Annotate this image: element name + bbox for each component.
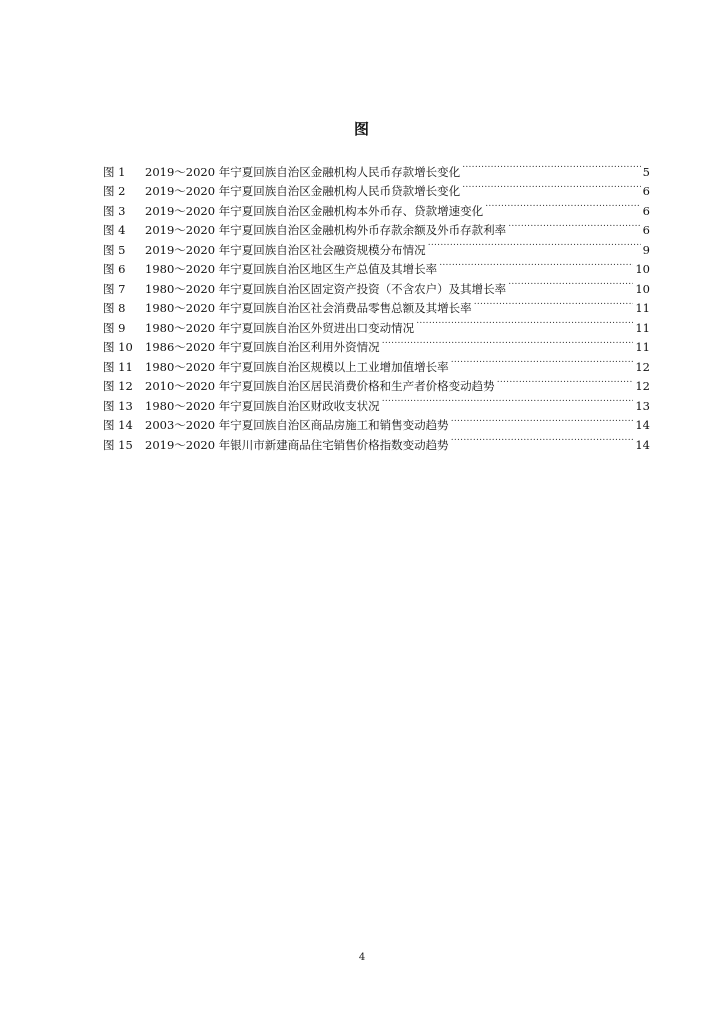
figure-title: 1980～2020 年宁夏回族自治区地区生产总值及其增长率 xyxy=(145,262,438,276)
dot-leader xyxy=(382,390,634,410)
figure-title: 2019～2020 年宁夏回族自治区金融机构人民币贷款增长变化 xyxy=(145,184,461,198)
dot-leader xyxy=(508,215,640,235)
figure-page-number: 6 xyxy=(642,223,650,237)
figure-label: 图 10 xyxy=(103,340,133,354)
dot-leader xyxy=(462,176,640,196)
figure-title: 2019～2020 年银川市新建商品住宅销售价格指数变动趋势 xyxy=(145,437,449,452)
figure-page-number: 12 xyxy=(635,379,650,393)
figure-label: 图 13 xyxy=(103,398,133,413)
figure-page-number: 9 xyxy=(642,242,650,257)
dot-leader xyxy=(497,371,634,391)
figure-title: 1986～2020 年宁夏回族自治区利用外资情况 xyxy=(145,340,380,354)
figure-page-number: 12 xyxy=(635,359,650,374)
figure-title: 1980～2020 年宁夏回族自治区规模以上工业增加值增长率 xyxy=(145,359,449,374)
figure-list xyxy=(103,156,650,452)
figure-title: 1980～2020 年宁夏回族自治区财政收支状况 xyxy=(145,398,380,413)
dot-leader xyxy=(439,254,633,274)
dot-leader xyxy=(382,332,634,352)
figure-title: 2019～2020 年宁夏回族自治区金融机构人民币存款增长变化 xyxy=(145,164,461,179)
figure-title: 2019～2020 年宁夏回族自治区金融机构外币存款余额及外币存款利率 xyxy=(145,223,507,237)
dot-leader xyxy=(462,156,640,176)
figure-label: 图 8 xyxy=(103,301,126,315)
dot-leader xyxy=(428,234,641,254)
figure-title: 2019～2020 年宁夏回族自治区金融机构本外币存、贷款增速变化 xyxy=(145,203,484,218)
toc-entry[interactable] xyxy=(103,156,650,179)
figure-page-number: 6 xyxy=(642,203,650,218)
figure-label: 图 1 xyxy=(103,164,126,179)
dot-leader xyxy=(416,312,633,332)
figure-title: 2019～2020 年宁夏回族自治区社会融资规模分布情况 xyxy=(145,242,426,257)
dot-leader xyxy=(451,410,634,430)
figure-page-number: 10 xyxy=(635,262,650,276)
dot-leader xyxy=(485,195,640,215)
dot-leader xyxy=(508,273,633,293)
figure-page-number: 14 xyxy=(635,418,650,432)
figure-label: 图 14 xyxy=(103,418,133,432)
figure-title: 1980～2020 年宁夏回族自治区固定资产投资（不含农户）及其增长率 xyxy=(145,281,507,296)
figure-label: 图 9 xyxy=(103,320,126,335)
figure-label: 图 7 xyxy=(103,281,126,296)
figure-page-number: 14 xyxy=(635,437,650,452)
figure-label: 图 15 xyxy=(103,437,133,452)
figure-page-number: 11 xyxy=(635,301,650,315)
figure-title: 2010～2020 年宁夏回族自治区居民消费价格和生产者价格变动趋势 xyxy=(145,379,495,393)
figure-page-number: 11 xyxy=(635,320,650,335)
page-footer-number: 4 xyxy=(358,952,366,963)
figure-label: 图 3 xyxy=(103,203,126,218)
figure-page-number: 6 xyxy=(642,184,650,198)
figure-page-number: 11 xyxy=(635,340,650,354)
figure-page-number: 13 xyxy=(635,398,650,413)
figure-label: 图 2 xyxy=(103,184,126,198)
figure-label: 图 4 xyxy=(103,223,126,237)
figure-title: 1980～2020 年宁夏回族自治区社会消费品零售总额及其增长率 xyxy=(145,301,472,315)
figure-label: 图 6 xyxy=(103,262,126,276)
dot-leader xyxy=(474,293,634,313)
figure-page-number: 10 xyxy=(635,281,650,296)
page-title: 图 xyxy=(353,120,370,138)
figure-title: 2003～2020 年宁夏回族自治区商品房施工和销售变动趋势 xyxy=(145,418,449,432)
dot-leader xyxy=(451,351,634,371)
figure-label: 图 11 xyxy=(103,359,133,374)
figure-page-number: 5 xyxy=(642,164,650,179)
dot-leader xyxy=(451,429,634,449)
figure-label: 图 5 xyxy=(103,242,126,257)
figure-label: 图 12 xyxy=(103,379,133,393)
figure-title: 1980～2020 年宁夏回族自治区外贸进出口变动情况 xyxy=(145,320,415,335)
